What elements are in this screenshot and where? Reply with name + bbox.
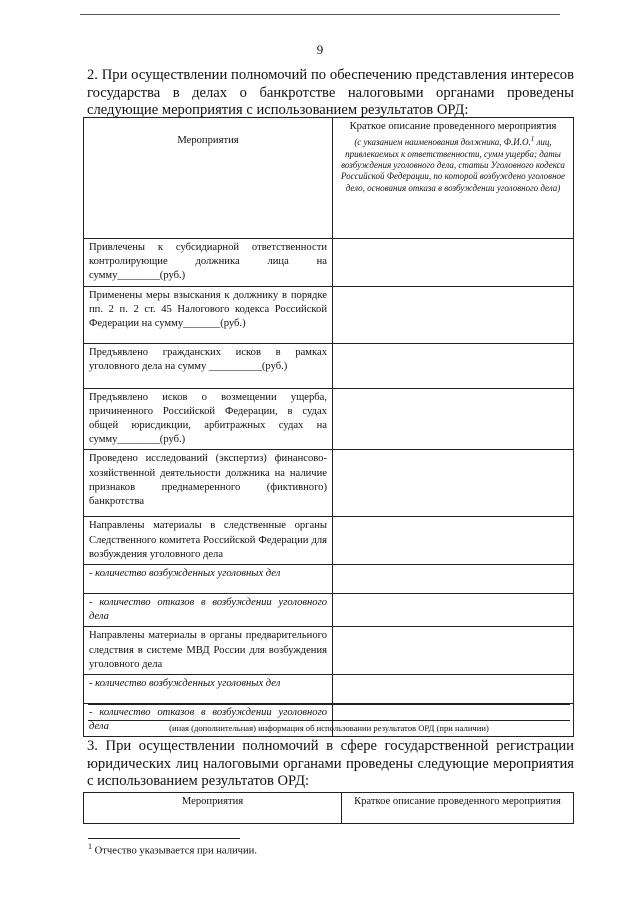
row-description-cell[interactable] <box>333 627 574 675</box>
row-description-cell[interactable] <box>333 594 574 627</box>
footnote-separator <box>88 838 240 839</box>
table-row <box>84 343 574 388</box>
additional-info-caption: (иная (дополнительная) информация об использовании результатов ОРД (при наличии) <box>169 723 489 733</box>
table-header-row <box>84 118 574 239</box>
ord-measures-table-registration <box>83 792 574 824</box>
header-description-note <box>337 134 569 194</box>
row-damage-claims: Предъявлено исков о возмещении ущерба, причиненного Российской Федерации, в судах общей юрисдикции, арбитражных судах на сумму________(руб.) <box>84 388 333 450</box>
section-3-paragraph: 3. При осуществлении полномочий в сфере государственной регистрации юридических лиц налоговыми органами проведены следующие мероприятия с использованием результатов ОРД: <box>87 738 574 789</box>
row-mvd-refusals: - количество отказов в возбуждении уголовного дела <box>84 704 333 737</box>
table-row <box>84 627 574 675</box>
fill-in-line[interactable] <box>88 720 570 721</box>
table-row <box>84 565 574 594</box>
row-mvd-materials: Направлены материалы в органы предварительного следствия в системе МВД России для возбуждения уголовного дела <box>84 627 333 675</box>
section-2-paragraph: 2. При осуществлении полномочий по обеспечению представления интересов государства в делах о банкротстве налоговыми органами проведены следующие мероприятия с использованием результатов ОРД: <box>87 67 574 118</box>
row-expert-examinations: Проведено исследований (экспертиз) финансово-хозяйственной деятельности должника на наличие признаков преднамеренного (фиктивного) банкротства <box>84 450 333 517</box>
top-border-line <box>80 14 560 15</box>
table-row <box>84 675 574 704</box>
header-description: Краткое описание проведенного мероприятия <box>342 793 574 824</box>
header-description <box>333 118 574 239</box>
table-row <box>84 450 574 517</box>
footnote-marker: 1 <box>88 842 92 851</box>
row-description-cell[interactable] <box>333 388 574 450</box>
table-row <box>84 594 574 627</box>
table-row <box>84 286 574 343</box>
row-description-cell[interactable] <box>333 343 574 388</box>
row-sk-cases-initiated: - количество возбужденных уголовных дел <box>84 565 333 594</box>
table-row <box>84 517 574 565</box>
row-description-cell[interactable] <box>333 286 574 343</box>
row-subsidiary-liability: Привлечены к субсидиарной ответственности контролирующие должника лица на сумму________(руб.) <box>84 239 333 287</box>
header-measures: Мероприятия <box>84 793 342 824</box>
table-header-row <box>84 793 574 824</box>
header-description-main: Краткое описание проведенного мероприятия <box>349 121 557 132</box>
header-measures: Мероприятия <box>84 118 333 239</box>
footnote <box>88 842 257 857</box>
row-description-cell[interactable] <box>333 450 574 517</box>
page-number: 9 <box>316 42 324 57</box>
ord-measures-table-bankruptcy <box>83 117 574 737</box>
footnote-ref: 1 <box>530 135 535 144</box>
row-description-cell[interactable] <box>333 239 574 287</box>
row-collection-measures: Применены меры взыскания к должнику в порядке пп. 2 п. 2 ст. 45 Налогового кодекса Российской Федерации на сумму_______(руб.) <box>84 286 333 343</box>
table-row <box>84 388 574 450</box>
row-description-cell[interactable] <box>333 675 574 704</box>
row-description-cell[interactable] <box>333 517 574 565</box>
fill-in-line[interactable] <box>88 704 570 705</box>
row-mvd-cases-initiated: - количество возбужденных уголовных дел <box>84 675 333 704</box>
row-description-cell[interactable] <box>333 565 574 594</box>
row-civil-claims: Предъявлено гражданских исков в рамках уголовного дела на сумму __________(руб.) <box>84 343 333 388</box>
table-row <box>84 239 574 287</box>
header-note-part2: лиц, привлекаемых к ответственности, сумм ущерба; даты возбуждения уголовного дела, статьи Уголовного кодекса Российской Федерации, по которой возбуждено уголовное дело, основания отказа в возбуждении уголовного дела) <box>340 137 566 193</box>
footnote-text: Отчество указывается при наличии. <box>94 845 257 857</box>
row-sk-refusals: - количество отказов в возбуждении уголовного дела <box>84 594 333 627</box>
header-note-part1: (с указанием наименования должника, Ф.И.О. <box>354 137 531 148</box>
row-sk-materials: Направлены материалы в следственные органы Следственного комитета Российской Федерации для возбуждения уголовного дела <box>84 517 333 565</box>
